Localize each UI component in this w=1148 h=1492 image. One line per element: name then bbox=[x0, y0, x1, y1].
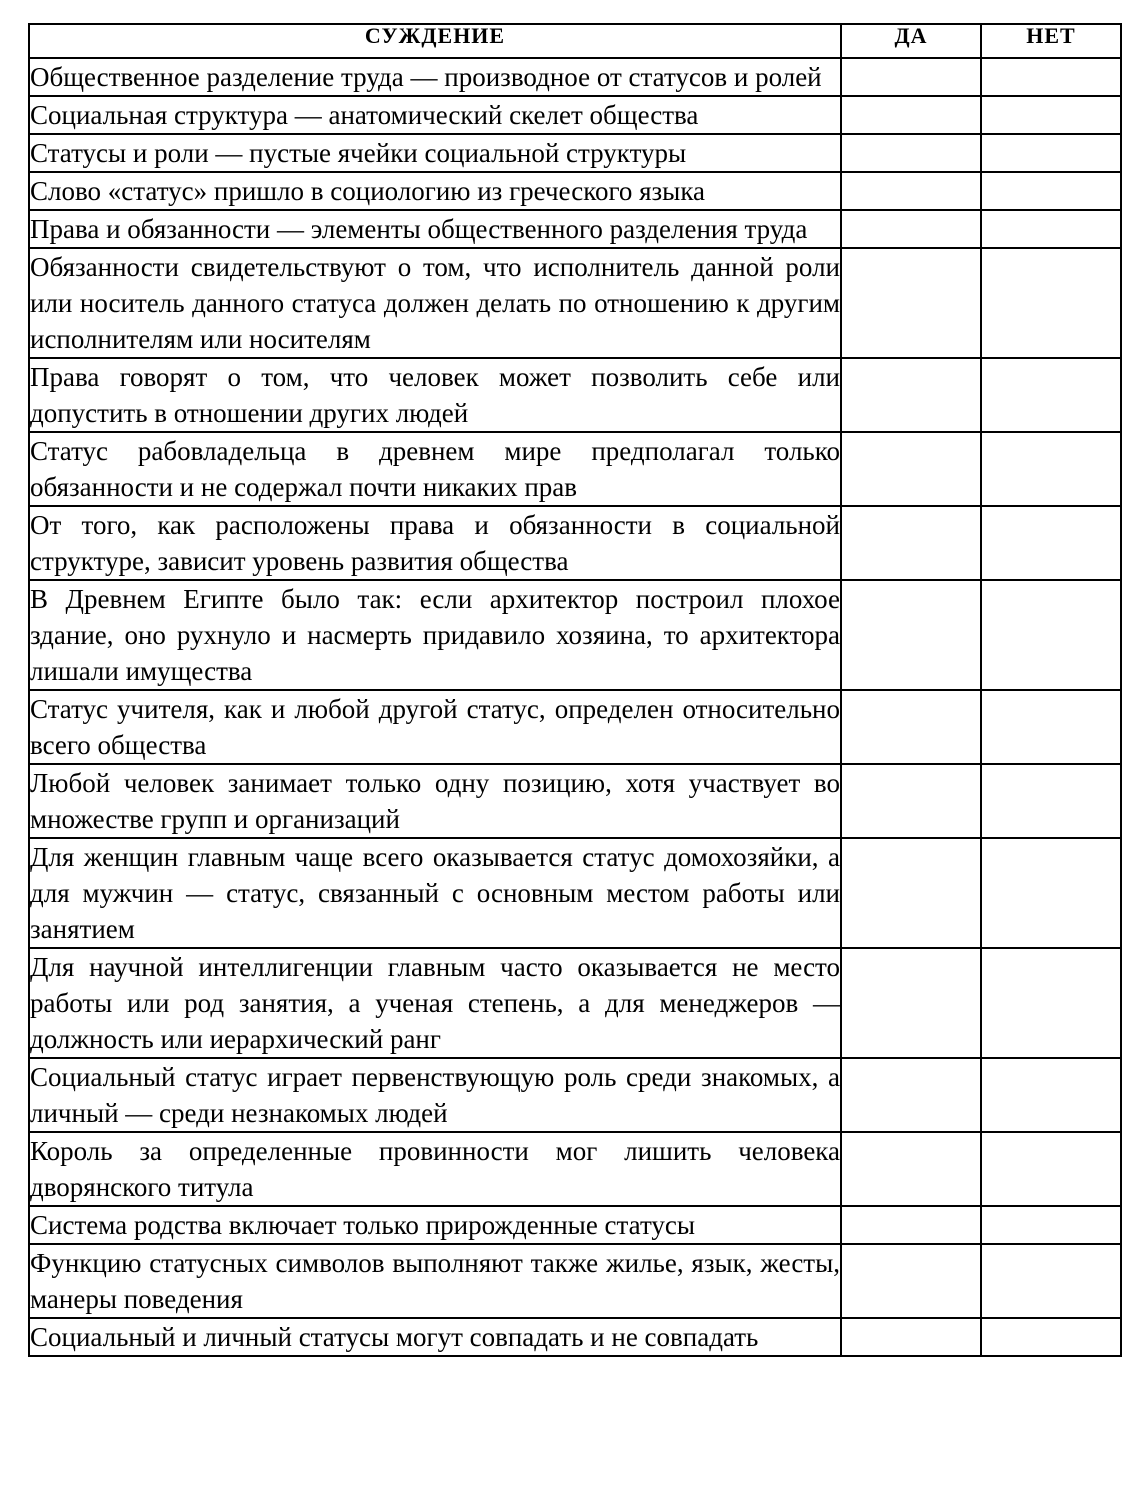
statement-text: От того, как расположены права и обязанности в социальной структуре, зависит уровень развития общества bbox=[29, 506, 841, 580]
no-answer-cell[interactable] bbox=[981, 96, 1121, 134]
table-row bbox=[29, 172, 1121, 210]
yes-answer-cell[interactable] bbox=[841, 1058, 981, 1132]
yes-answer-cell[interactable] bbox=[841, 580, 981, 690]
statement-text: В Древнем Египте было так: если архитектор построил плохое здание, оно рухнуло и насмерть придавило хозяина, то архитектора лишали имущества bbox=[29, 580, 841, 690]
no-answer-cell[interactable] bbox=[981, 134, 1121, 172]
statement-text: Статус учителя, как и любой другой статус, определен относительно всего общества bbox=[29, 690, 841, 764]
table-row bbox=[29, 1206, 1121, 1244]
yes-answer-cell[interactable] bbox=[841, 1318, 981, 1356]
statement-text: Статус рабовладельца в древнем мире предполагал только обязанности и не содержал почти никаких прав bbox=[29, 432, 841, 506]
statement-text: Общественное разделение труда — производное от статусов и ролей bbox=[29, 58, 841, 96]
table-row bbox=[29, 58, 1121, 96]
no-answer-cell[interactable] bbox=[981, 432, 1121, 506]
table-row bbox=[29, 1244, 1121, 1318]
no-answer-cell[interactable] bbox=[981, 1132, 1121, 1206]
header-no: НЕТ bbox=[981, 24, 1121, 58]
no-answer-cell[interactable] bbox=[981, 172, 1121, 210]
statement-text: Для научной интеллигенции главным часто оказывается не место работы или род занятия, а ученая степень, а для менеджеров — должность или иерархический ранг bbox=[29, 948, 841, 1058]
no-answer-cell[interactable] bbox=[981, 690, 1121, 764]
judgement-table bbox=[28, 23, 1122, 1357]
table-row bbox=[29, 948, 1121, 1058]
statement-text: Для женщин главным чаще всего оказывается статус домохозяйки, а для мужчин — статус, связанный с основным местом работы или занятием bbox=[29, 838, 841, 948]
statement-text: Права и обязанности — элементы общественного разделения труда bbox=[29, 210, 841, 248]
no-answer-cell[interactable] bbox=[981, 248, 1121, 358]
yes-answer-cell[interactable] bbox=[841, 432, 981, 506]
table-row bbox=[29, 432, 1121, 506]
table-row bbox=[29, 1058, 1121, 1132]
yes-answer-cell[interactable] bbox=[841, 134, 981, 172]
statement-text: Король за определенные провинности мог лишить человека дворянского титула bbox=[29, 1132, 841, 1206]
table-row bbox=[29, 506, 1121, 580]
yes-answer-cell[interactable] bbox=[841, 506, 981, 580]
statement-text: Любой человек занимает только одну позицию, хотя участвует во множестве групп и организаций bbox=[29, 764, 841, 838]
statement-text: Статусы и роли — пустые ячейки социальной структуры bbox=[29, 134, 841, 172]
no-answer-cell[interactable] bbox=[981, 580, 1121, 690]
statement-text: Права говорят о том, что человек может позволить себе или допустить в отношении других людей bbox=[29, 358, 841, 432]
yes-answer-cell[interactable] bbox=[841, 690, 981, 764]
no-answer-cell[interactable] bbox=[981, 948, 1121, 1058]
yes-answer-cell[interactable] bbox=[841, 1206, 981, 1244]
header-yes: ДА bbox=[841, 24, 981, 58]
yes-answer-cell[interactable] bbox=[841, 1244, 981, 1318]
yes-answer-cell[interactable] bbox=[841, 948, 981, 1058]
yes-answer-cell[interactable] bbox=[841, 210, 981, 248]
no-answer-cell[interactable] bbox=[981, 764, 1121, 838]
statement-text: Обязанности свидетельствуют о том, что исполнитель данной роли или носитель данного статуса должен делать по отношению к другим исполнителям или носителям bbox=[29, 248, 841, 358]
statement-text: Слово «статус» пришло в социологию из греческого языка bbox=[29, 172, 841, 210]
yes-answer-cell[interactable] bbox=[841, 1132, 981, 1206]
table-row bbox=[29, 248, 1121, 358]
table-row bbox=[29, 764, 1121, 838]
statement-text: Социальный статус играет первенствующую роль среди знакомых, а личный — среди незнакомых людей bbox=[29, 1058, 841, 1132]
no-answer-cell[interactable] bbox=[981, 1206, 1121, 1244]
statement-text: Система родства включает только прирожденные статусы bbox=[29, 1206, 841, 1244]
table-row bbox=[29, 1132, 1121, 1206]
yes-answer-cell[interactable] bbox=[841, 172, 981, 210]
table-row bbox=[29, 580, 1121, 690]
no-answer-cell[interactable] bbox=[981, 358, 1121, 432]
yes-answer-cell[interactable] bbox=[841, 764, 981, 838]
table-row bbox=[29, 96, 1121, 134]
yes-answer-cell[interactable] bbox=[841, 248, 981, 358]
table-row bbox=[29, 1318, 1121, 1356]
table-row bbox=[29, 210, 1121, 248]
yes-answer-cell[interactable] bbox=[841, 96, 981, 134]
table-row bbox=[29, 690, 1121, 764]
no-answer-cell[interactable] bbox=[981, 506, 1121, 580]
header-judgement: СУЖДЕНИЕ bbox=[29, 24, 841, 58]
no-answer-cell[interactable] bbox=[981, 58, 1121, 96]
yes-answer-cell[interactable] bbox=[841, 358, 981, 432]
table-row bbox=[29, 838, 1121, 948]
yes-answer-cell[interactable] bbox=[841, 58, 981, 96]
header-row bbox=[29, 24, 1121, 58]
no-answer-cell[interactable] bbox=[981, 1318, 1121, 1356]
no-answer-cell[interactable] bbox=[981, 1244, 1121, 1318]
table-row bbox=[29, 358, 1121, 432]
no-answer-cell[interactable] bbox=[981, 1058, 1121, 1132]
no-answer-cell[interactable] bbox=[981, 838, 1121, 948]
statement-text: Социальная структура — анатомический скелет общества bbox=[29, 96, 841, 134]
statement-text: Социальный и личный статусы могут совпадать и не совпадать bbox=[29, 1318, 841, 1356]
yes-answer-cell[interactable] bbox=[841, 838, 981, 948]
no-answer-cell[interactable] bbox=[981, 210, 1121, 248]
table-row bbox=[29, 134, 1121, 172]
statement-text: Функцию статусных символов выполняют также жилье, язык, жесты, манеры поведения bbox=[29, 1244, 841, 1318]
